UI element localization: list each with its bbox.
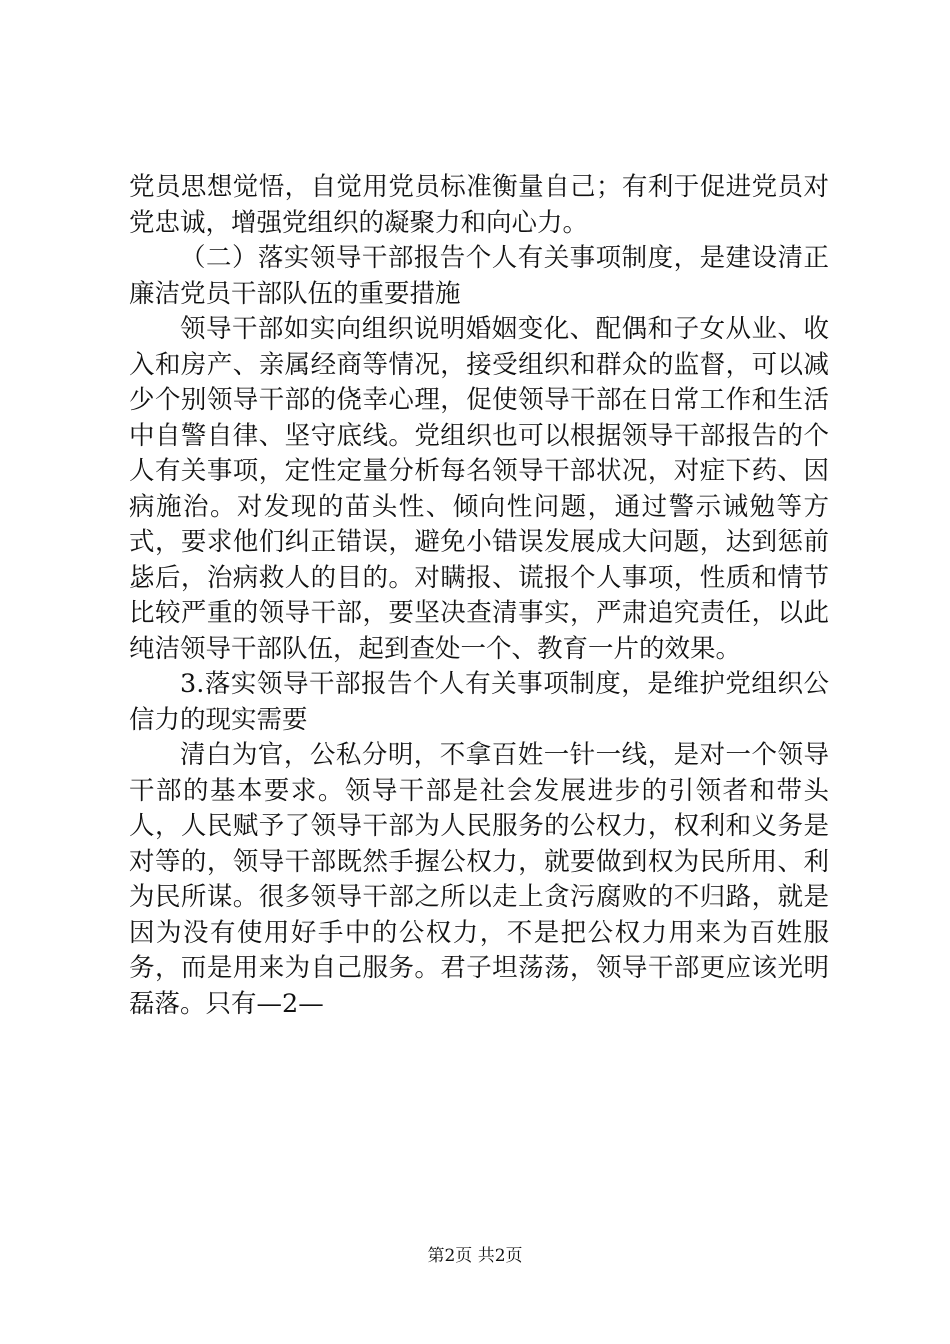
section-heading-2: （二）落实领导干部报告个人有关事项制度，是建设清正廉洁党员干部队伍的重要措施 [129, 243, 829, 309]
page-footer: 第2页 共2页 [427, 1246, 523, 1266]
section-heading-3: 3.落实领导干部报告个人有关事项制度，是维护党组织公信力的现实需要 [129, 669, 829, 735]
paragraph-body-3: 清白为官，公私分明，不拿百姓一针一线，是对一个领导干部的基本要求。领导干部是社会发展进步的引领者和带头人，人民赋予了领导干部为人民服务的公权力，权利和义务是对等的，领导干部既然手握公权力，就要做到权为民所用、利为民所谋。很多领导干部之所以走上贪污腐败的不归路，就是因为没有使用好手中的公权力，不是把公权力用来为百姓服务，而是用来为自己服务。君子坦荡荡，领导干部更应该光明磊落。只有—2— [129, 740, 829, 1019]
paragraph-continuation: 党员思想觉悟，自觉用党员标准衡量自己；有利于促进党员对党忠诚，增强党组织的凝聚力和向心力。 [129, 172, 829, 238]
document-body [129, 170, 829, 1022]
paragraph-body-2: 领导干部如实向组织说明婚姻变化、配偶和子女从业、收入和房产、亲属经商等情况，接受组织和群众的监督，可以减少个别领导干部的侥幸心理，促使领导干部在日常工作和生活中自警自律、坚守底线。党组织也可以根据领导干部报告的个人有关事项，定性定量分析每名领导干部状况，对症下药、因病施治。对发现的苗头性、倾向性问题，通过警示诫勉等方式，要求他们纠正错误，避免小错误发展成大问题，达到惩前毖后，治病救人的目的。对瞒报、谎报个人事项，性质和情节比较严重的领导干部，要坚决查清事实，严肃追究责任，以此纯洁领导干部队伍，起到查处一个、教育一片的效果。 [129, 314, 829, 664]
